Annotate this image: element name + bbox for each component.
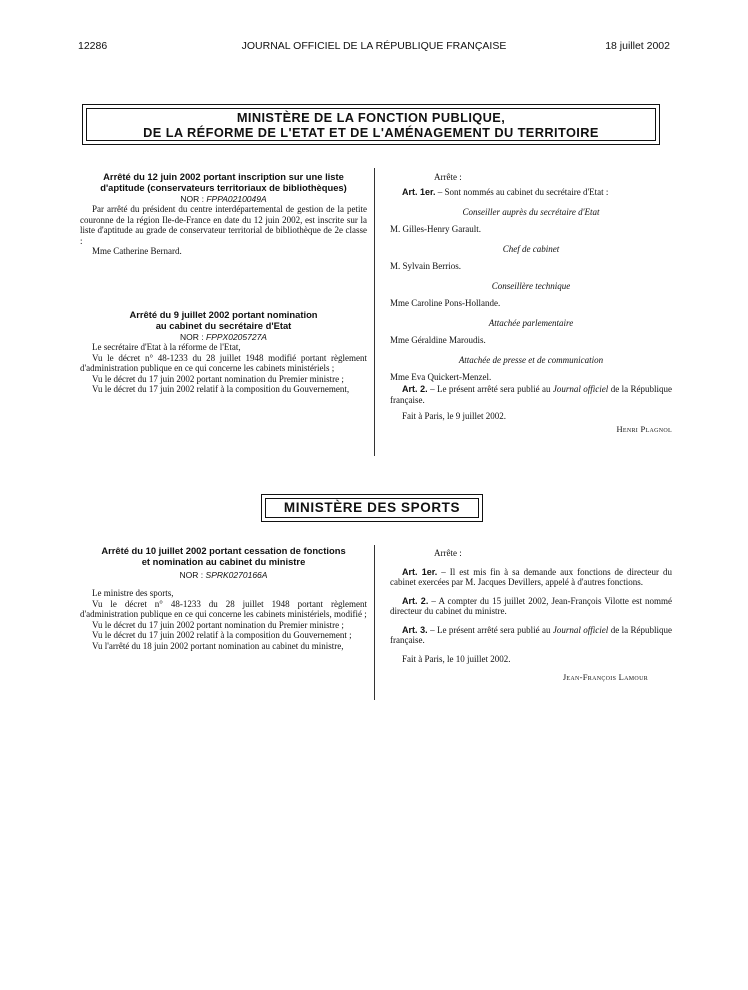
arrete-1-title-line2: d'aptitude (conservateurs territoriaux de bibliothèques): [100, 181, 347, 193]
arrete-3-art3: Art. 3. – Le présent arrêté sera publié au Journal officiel de la République française.: [390, 624, 672, 645]
journal-title: JOURNAL OFFICIEL DE LA RÉPUBLIQUE FRANÇAISE: [241, 40, 507, 52]
ministry-sports-box: [261, 494, 483, 522]
arrete-3-arrete: Arrête :: [434, 548, 462, 558]
ministry-sports-heading: MINISTÈRE DES SPORTS: [283, 500, 461, 515]
arrete-3-title-line2: et nomination au cabinet du ministre: [141, 555, 306, 567]
arrete-3-p1: Le ministre des sports,: [92, 588, 174, 599]
arrete-3-signature: Jean-François Lamour: [562, 672, 648, 682]
arrete-3-nor: NOR : SPRK0270166A: [179, 569, 268, 580]
arrete-2-name5: Mme Eva Quickert-Menzel.: [390, 371, 492, 382]
ministry-heading-box: [82, 104, 660, 145]
arrete-2-role2: Chef de cabinet: [502, 244, 560, 254]
arrete-2-name2: M. Sylvain Berrios.: [390, 260, 461, 271]
header-date: 18 juillet 2002: [605, 40, 670, 52]
arrete-1-title-line1: Arrêté du 12 juin 2002 portant inscription sur une liste: [103, 171, 344, 182]
arrete-2-title-line2: au cabinet du secrétaire d'Etat: [155, 319, 292, 331]
arrete-3-title-line1: Arrêté du 10 juillet 2002 portant cessation de fonctions: [101, 545, 346, 556]
arrete-2-p2: Vu le décret n° 48-1233 du 28 juillet 1948 modifié portant règlement d'administration publique en ce qui concerne les cabinets ministériels ;: [80, 352, 367, 374]
arrete-2-title-line1: Arrêté du 9 juillet 2002 portant nomination: [129, 309, 318, 320]
arrete-2-name1: M. Gilles-Henry Garault.: [390, 223, 481, 234]
arrete-1-nor: NOR : FPPA0210049A: [180, 193, 267, 204]
arrete-2-name3: Mme Caroline Pons-Hollande.: [390, 297, 501, 308]
arrete-2-signature: Henri Plagnol: [616, 423, 672, 434]
arrete-3-preamble: [80, 546, 367, 651]
ministry-heading-line2: DE LA RÉFORME DE L'ETAT ET DE L'AMÉNAGEMENT DU TERRITOIRE: [143, 125, 599, 140]
arrete-2-decision: [390, 172, 672, 434]
arrete-3-p3: Vu le décret du 17 juin 2002 portant nomination du Premier ministre ;: [92, 619, 344, 630]
arrete-2-p4: Vu le décret du 17 juin 2002 relatif à la composition du Gouvernement,: [92, 384, 350, 395]
arrete-2-role5: Attachée de presse et de communication: [458, 355, 604, 365]
arrete-2-role1: Conseiller auprès du secrétaire d'Etat: [462, 207, 600, 217]
arrete-3-done: Fait à Paris, le 10 juillet 2002.: [402, 653, 511, 664]
arrete-1-body: Par arrêté du président du centre interdépartemental de gestion de la petite couronne de la région Ile-de-France en date du 12 juin 2002, est inscrite sur la liste d'aptitude au grade de conservateur territorial de bibliothèque de 2e classe :: [80, 204, 367, 246]
arrete-2-p1: Le secrétaire d'Etat à la réforme de l'Etat,: [92, 342, 241, 353]
ministry-heading-line1: MINISTÈRE DE LA FONCTION PUBLIQUE,: [236, 110, 506, 125]
arrete-3-p5: Vu l'arrêté du 18 juin 2002 portant nomination au cabinet du ministre,: [92, 640, 344, 651]
arrete-2-preamble: [80, 310, 367, 395]
arrete-2-art1: Art. 1er. – Sont nommés au cabinet du secrétaire d'Etat :: [402, 186, 609, 197]
page-number: 12286: [78, 40, 108, 52]
arrete-2-arrete: Arrête :: [434, 172, 462, 182]
arrete-2-nor: NOR : FPPX0205727A: [180, 331, 267, 342]
column-rule-2: [374, 545, 375, 700]
arrete-2-name4: Mme Géraldine Maroudis.: [390, 334, 486, 345]
arrete-3-art2: Art. 2. – A compter du 15 juillet 2002, Jean-François Vilotte est nommé directeur du cabinet du ministre.: [390, 595, 672, 616]
arrete-3-p2: Vu le décret n° 48-1233 du 28 juillet 1948 portant règlement d'administration publique en ce qui concerne les cabinets ministériels, modifié ;: [80, 598, 367, 620]
arrete-2-art2: Art. 2. – Le présent arrêté sera publié au Journal officiel de la République française.: [390, 384, 672, 405]
arrete-1: [80, 172, 367, 257]
arrete-2-p3: Vu le décret du 17 juin 2002 portant nomination du Premier ministre ;: [92, 373, 344, 384]
arrete-3-art1: Art. 1er. – Il est mis fin à sa demande aux fonctions de directeur du cabinet exercées par M. Jacques Devillers, appelé à d'autres fonctions.: [390, 566, 672, 587]
arrete-2-role4: Attachée parlementaire: [488, 318, 574, 328]
arrete-2-done: Fait à Paris, le 9 juillet 2002.: [402, 411, 506, 421]
arrete-2-role3: Conseillère technique: [491, 281, 571, 291]
arrete-3-p4: Vu le décret du 17 juin 2002 relatif à la composition du Gouvernement ;: [92, 630, 352, 641]
column-rule-1: [374, 168, 375, 456]
arrete-1-name: Mme Catherine Bernard.: [92, 246, 182, 257]
arrete-3-decision: [390, 548, 672, 683]
